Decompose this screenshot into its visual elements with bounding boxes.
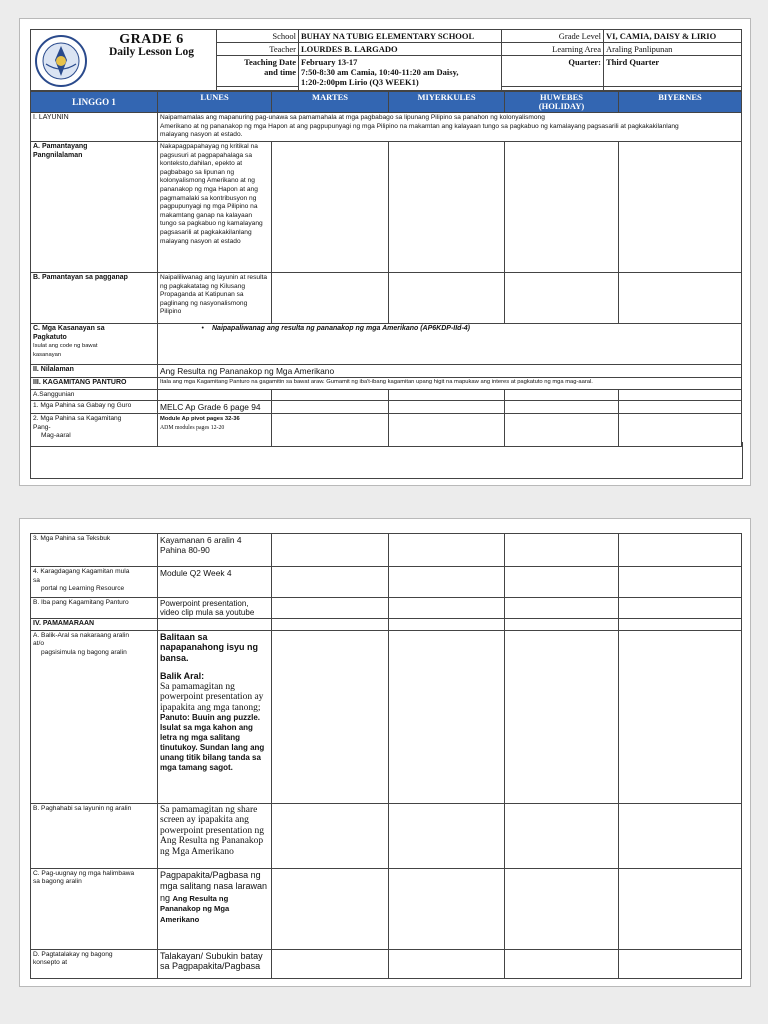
karagdagang-label-line1: 4. Karagdagang Kagamitan mula xyxy=(33,568,130,575)
empty-cell xyxy=(505,567,619,598)
header-empty-cell xyxy=(217,87,299,91)
layunin-text xyxy=(158,113,742,142)
teacher-label: Teacher xyxy=(217,43,299,56)
empty-cell xyxy=(505,630,619,803)
pamantayang-text: Nakapagpapahayag ng kritikal na pagsusuri at pagpapahalaga sa konteksto,dahilan, epekto at pagbabago sa lipunan ng kolonyalismong Amerikano at ng pananakop ng mga Hapon at ang pagmamalaki sa kontribusyon ng pagpupunyagi ng mga Pilipino na makamtang ganap na kalayaan tungo sa pagkabuo ng kamalayang pagsasarili at pagkakakilanlang malayang nasyon at estado xyxy=(158,142,272,273)
learning-area-value: Araling Panlipunan xyxy=(604,43,742,56)
empty-cell xyxy=(619,630,742,803)
sanggunian-label: A.Sanggunian xyxy=(31,389,158,401)
layunin-line3: malayang nasyon at estado. xyxy=(160,131,243,139)
day-header-row xyxy=(31,92,742,113)
kagamitan-row xyxy=(31,378,742,390)
gabay-row xyxy=(31,401,742,414)
kasanayan-label xyxy=(31,324,158,365)
kagamitang-mag-label-line2: Pang- xyxy=(33,423,51,431)
iba-pang-kagamitan-label: B. Iba pang Kagamitang Panturo xyxy=(31,598,158,619)
kasanayan-bullet: • xyxy=(201,325,204,332)
empty-cell xyxy=(389,598,505,619)
daily-lesson-log-title: Daily Lesson Log xyxy=(109,46,194,58)
kagamitang-mag-text-line2: ADM modules pages 12-20 xyxy=(160,424,225,431)
empty-cell xyxy=(505,389,619,401)
kagamitan-text: Itala ang mga Kagamitang Panturo na gagamitin sa bawat araw. Gumamit ng iba't-ibang kagamitan upang higit na mapukaw ang interes at pagkatuto ng mga mag-aaral. xyxy=(158,378,742,390)
pagtatalakay-label xyxy=(31,949,158,978)
day-thursday-name: HUWEBES xyxy=(540,92,583,102)
pagganap-row xyxy=(31,273,742,324)
karagdagang-text: Module Q2 Week 4 xyxy=(158,567,272,598)
kasanayan-label-line3: Isulat ang code ng bawat xyxy=(33,343,98,350)
iba-pang-kagamitan-row xyxy=(31,598,742,619)
teksbuk-line1: Kayamanan 6 aralin 4 xyxy=(160,535,242,545)
quarter-label: Quarter: xyxy=(502,56,604,87)
lesson-log-page-1 xyxy=(19,18,751,486)
empty-cell xyxy=(272,389,389,401)
teaching-date-line2: 7:50-8:30 am Camia, 10:40-11:20 am Daisy, xyxy=(301,67,459,77)
grade-level-value: VI, CAMIA, DAISY & LIRIO xyxy=(604,30,742,43)
paghahabi-text: Sa pamamagitan ng share screen ay ipapakita ang powerpoint presentation ng Ang Resulta ng Pananakop ng Mga Amerikano xyxy=(158,803,272,868)
gabay-text: MELC Ap Grade 6 page 94 xyxy=(158,401,272,414)
kasanayan-competency: Naipapaliwanag ang resulta ng pananakop ng mga Amerikano (AP6KDP-IId-4) xyxy=(212,325,471,332)
day-monday: LUNES xyxy=(158,92,272,113)
pag-uugnay-label-line2: sa bagong aralin xyxy=(33,878,82,886)
empty-cell xyxy=(389,868,505,949)
teaching-date-line1: February 13-17 xyxy=(301,57,358,67)
pagganap-label: B. Pamantayan sa pagganap xyxy=(31,273,158,324)
header-logo-title-cell xyxy=(31,30,217,91)
teksbuk-line2: Pahina 80-90 xyxy=(160,545,210,555)
panuto-text: Buuin ang puzzle. Isulat sa mga kahon ang letra ng mga salitang tinutukoy. Sundan lang ang unang titik bilang tanda sa mga tamang sagot. xyxy=(160,713,265,773)
nilalaman-row xyxy=(31,365,742,378)
panuto-title: Panuto: xyxy=(160,713,190,723)
empty-cell xyxy=(505,868,619,949)
pag-uugnay-text-part1: Pagpapakita/Pagbasa ng mga salitang nasa larawan ng xyxy=(160,869,268,903)
karagdagang-label-line2: sa xyxy=(33,576,40,584)
empty-cell xyxy=(505,273,619,324)
empty-cell xyxy=(272,273,389,324)
teaching-date-line3: 1:20-2:00pm Lirio (Q3 WEEK1) xyxy=(301,77,419,87)
lesson-table-page-2 xyxy=(30,533,742,979)
teaching-date-label-line1: Teaching Date xyxy=(244,57,296,67)
empty-cell xyxy=(619,273,742,324)
nilalaman-text: Ang Resulta ng Pananakop ng Mga Amerikano xyxy=(158,365,742,378)
empty-cell xyxy=(272,534,389,567)
grade-title: GRADE 6 xyxy=(119,32,184,47)
pag-uugnay-text-part2: Ang Resulta ng Pananakop ng Mga Amerikano xyxy=(160,893,230,924)
kasanayan-label-line1: C. Mga Kasanayan sa xyxy=(33,325,105,332)
empty-cell xyxy=(389,401,505,414)
empty-cell xyxy=(272,949,389,978)
empty-cell xyxy=(272,567,389,598)
iba-line2: video clip mula sa youtube xyxy=(160,608,255,617)
kagamitang-mag-text-line1: Module Ap pivot pages 32-36 xyxy=(160,416,240,423)
karagdagang-label-line3: portal ng Learning Resource xyxy=(41,585,125,593)
balik-aral-label xyxy=(31,630,158,803)
layunin-label: I. LAYUNIN xyxy=(31,113,158,142)
iba-pang-kagamitan-text xyxy=(158,598,272,619)
panuto-block xyxy=(160,713,269,773)
layunin-row xyxy=(31,113,742,142)
empty-cell xyxy=(389,273,505,324)
empty-cell xyxy=(619,389,742,401)
school-label: School xyxy=(217,30,299,43)
empty-cell xyxy=(505,803,619,868)
empty-cell xyxy=(272,619,389,631)
teksbuk-row xyxy=(31,534,742,567)
pagtatalakay-label-line2: konsepto at xyxy=(33,959,68,967)
paghahabi-row xyxy=(31,803,742,868)
learning-area-label: Learning Area xyxy=(502,43,604,56)
layunin-line1: Naipamamalas ang mapanuring pag-unawa sa pamamahala at mga pagbabago sa lipunang Pilipino sa panahon ng kolonyalismong xyxy=(160,114,545,121)
nilalaman-label: II. Nilalaman xyxy=(31,365,158,378)
empty-cell xyxy=(272,142,389,273)
deped-seal-icon xyxy=(34,34,88,88)
empty-cell xyxy=(619,949,742,978)
pamantayang-label-line1: A. Pamantayang xyxy=(33,143,88,150)
kagamitang-mag-label-line1: 2. Mga Pahina sa Kagamitang xyxy=(33,415,122,423)
empty-cell xyxy=(389,142,505,273)
empty-cell xyxy=(619,868,742,949)
empty-cell xyxy=(158,619,272,631)
empty-cell xyxy=(619,534,742,567)
empty-cell xyxy=(272,630,389,803)
balik-label-line1: A. Balik-Aral sa nakaraang aralin xyxy=(33,631,130,639)
balik-label-line3: pagsisimula ng bagong aralin xyxy=(41,648,127,656)
balik-aral-title: Balik Aral: xyxy=(160,671,205,682)
empty-cell xyxy=(505,142,619,273)
pamantayang-label-line2: Pangnilalaman xyxy=(33,151,83,159)
kagamitan-label: III. KAGAMITANG PANTURO xyxy=(31,378,158,390)
day-thursday-holiday: (HOLIDAY) xyxy=(538,101,585,111)
teaching-date-label-line2: and time xyxy=(264,67,296,77)
layunin-line2: Amerikano at ng pananakop ng mga Hapon at ang pagpupunyagi ng mga Pilipino na makamtan ang kalayaan tungo sa pagkabuo ng kamalayang pagsasarili at pagkakakilanlang xyxy=(160,122,679,130)
empty-cell xyxy=(272,803,389,868)
empty-cell xyxy=(505,534,619,567)
day-thursday xyxy=(505,92,619,113)
empty-cell xyxy=(505,619,619,631)
empty-cell xyxy=(272,401,389,414)
pamamaraan-label: IV. PAMAMARAAN xyxy=(31,619,158,631)
balik-aral-row xyxy=(31,630,742,803)
pagtatalakay-label-line1: D. Pagtatalakay ng bagong xyxy=(33,950,113,958)
lesson-log-page-2 xyxy=(19,518,751,987)
empty-cell xyxy=(272,598,389,619)
teaching-date-value xyxy=(299,56,502,91)
balik-aral-content xyxy=(158,630,272,803)
day-tuesday: MARTES xyxy=(272,92,389,113)
header-empty-cell xyxy=(502,87,604,91)
pagganap-text: Naipaliliwanag ang layunin at resulta ng pagkakatatag ng Kilusang Propaganda at Katipunan sa paglinang ng nasyonalismong Pilipino xyxy=(158,273,272,324)
pamantayang-row xyxy=(31,142,742,273)
empty-cell xyxy=(505,598,619,619)
empty-cell xyxy=(389,949,505,978)
teksbuk-text xyxy=(158,534,272,567)
empty-cell xyxy=(389,567,505,598)
empty-cell xyxy=(389,389,505,401)
school-value: BUHAY NA TUBIG ELEMENTARY SCHOOL xyxy=(299,30,502,43)
day-friday: BIYERNES xyxy=(619,92,742,113)
kagamitang-mag-label-line3: Mag-aaral xyxy=(41,432,71,440)
empty-cell xyxy=(505,949,619,978)
empty-cell xyxy=(619,598,742,619)
empty-cell xyxy=(389,803,505,868)
pag-uugnay-label-line1: C. Pag-uugnay ng mga halimbawa xyxy=(33,869,135,877)
page-1-bottom-blank-area xyxy=(30,442,743,479)
teaching-date-label xyxy=(217,56,299,87)
kasanayan-label-line4: kasanayan xyxy=(33,351,62,358)
kasanayan-label-line2: Pagkatuto xyxy=(33,333,67,341)
lesson-table-page-1 xyxy=(30,91,742,447)
empty-cell xyxy=(619,619,742,631)
empty-cell xyxy=(619,401,742,414)
kasanayan-row xyxy=(31,324,742,365)
karagdagang-label xyxy=(31,567,158,598)
quarter-value: Third Quarter xyxy=(604,56,742,87)
kasanayan-text xyxy=(158,324,742,365)
teksbuk-label: 3. Mga Pahina sa Teksbuk xyxy=(31,534,158,567)
balik-label-line2: at/o xyxy=(33,640,44,648)
pamantayang-label xyxy=(31,142,158,273)
day-wednesday: MIYERKULES xyxy=(389,92,505,113)
grade-level-label: Grade Level xyxy=(502,30,604,43)
week-label: LINGGO 1 xyxy=(31,92,158,113)
header-empty-cell xyxy=(604,87,742,91)
balitaan-text: Balitaan sa napapanahong isyu ng bansa. xyxy=(160,631,259,663)
gabay-label: 1. Mga Pahina sa Gabay ng Guro xyxy=(31,401,158,414)
empty-cell xyxy=(272,868,389,949)
pag-uugnay-label xyxy=(31,868,158,949)
balik-aral-text: Sa pamamagitan ng powerpoint presentation ay ipapakita ang mga tanong; xyxy=(160,681,264,713)
empty-cell xyxy=(619,142,742,273)
iba-line1: Powerpoint presentation, xyxy=(160,599,249,608)
pamamaraan-row xyxy=(31,619,742,631)
paghahabi-label: B. Paghahabi sa layunin ng aralin xyxy=(31,803,158,868)
header-table xyxy=(30,29,742,91)
empty-cell xyxy=(619,803,742,868)
empty-cell xyxy=(505,401,619,414)
karagdagang-row xyxy=(31,567,742,598)
sanggunian-row xyxy=(31,389,742,401)
empty-cell xyxy=(158,389,272,401)
pagtatalakay-text: Talakayan/ Subukin batay sa Pagpapakita/Pagbasa xyxy=(158,949,272,978)
empty-cell xyxy=(389,534,505,567)
pagtatalakay-row xyxy=(31,949,742,978)
empty-cell xyxy=(619,567,742,598)
pag-uugnay-text xyxy=(158,868,272,949)
teacher-value: LOURDES B. LARGADO xyxy=(299,43,502,56)
empty-cell xyxy=(389,630,505,803)
pag-uugnay-row xyxy=(31,868,742,949)
empty-cell xyxy=(389,619,505,631)
